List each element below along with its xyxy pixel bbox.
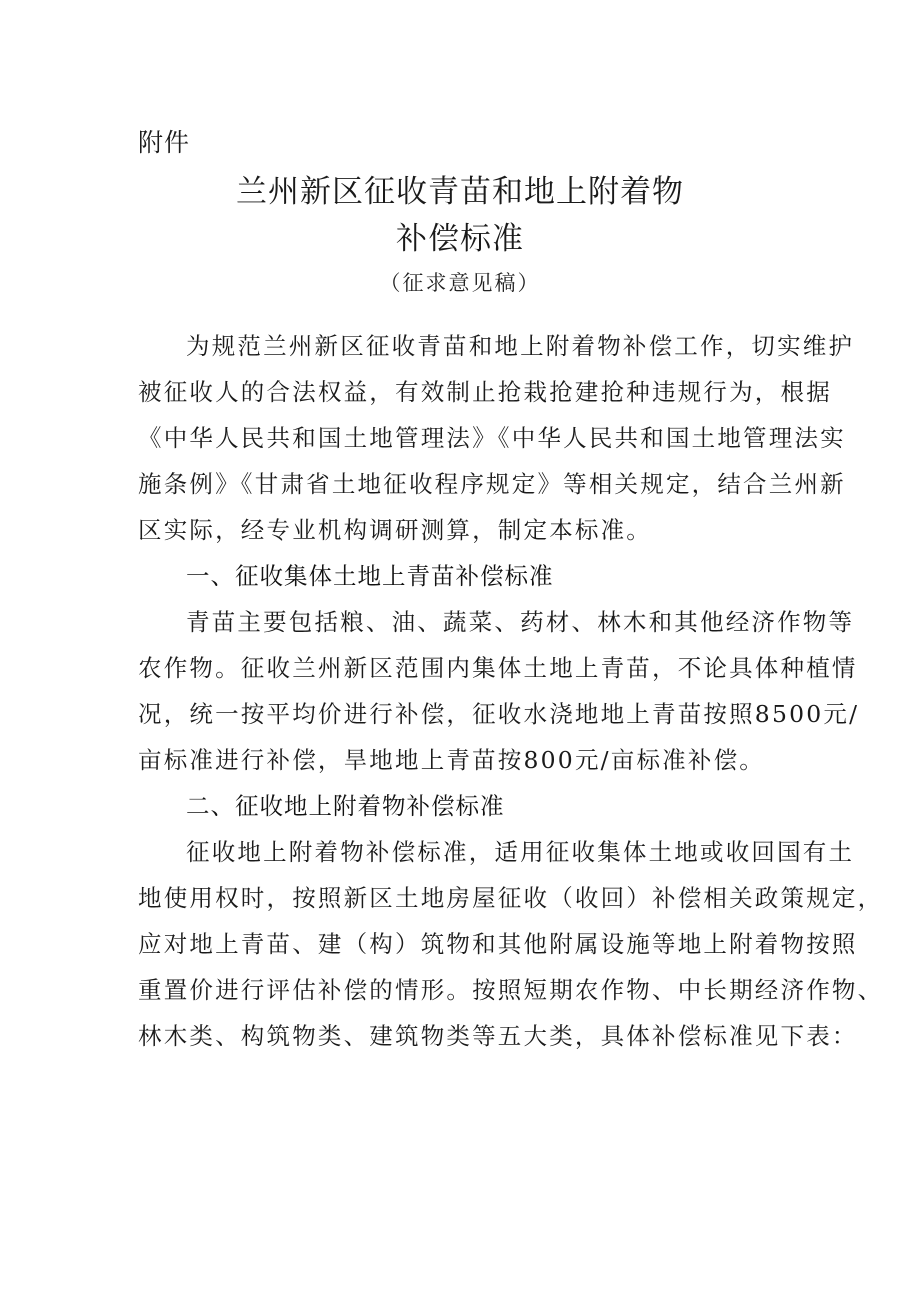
intro-line: 区实际，经专业机构调研测算，制定本标准。 bbox=[138, 516, 652, 544]
attachment-label: 附件 bbox=[138, 128, 191, 157]
section-1-line: 况，统一按平均价进行补偿，征收水浇地地上青苗按照8500元/ bbox=[138, 700, 860, 728]
section-1-line: 农作物。征收兰州新区范围内集体土地上青苗，不论具体种植情 bbox=[138, 654, 858, 682]
section-2-line: 地使用权时，按照新区土地房屋征收（收回）补偿相关政策规定， bbox=[138, 884, 884, 912]
section-1-heading: 一、征收集体土地上青苗补偿标准 bbox=[186, 562, 554, 590]
section-2-line: 应对地上青苗、建（构）筑物和其他附属设施等地上附着物按照 bbox=[138, 930, 858, 958]
section-2-line: 林木类、构筑物类、建筑物类等五大类，具体补偿标准见下表： bbox=[138, 1022, 858, 1050]
section-2-line: 征收地上附着物补偿标准，适用征收集体土地或收回国有土 bbox=[186, 838, 855, 866]
section-1-line: 青苗主要包括粮、油、蔬菜、药材、林木和其他经济作物等 bbox=[186, 608, 855, 636]
intro-line: 《中华人民共和国土地管理法》《中华人民共和国土地管理法实 bbox=[138, 424, 846, 452]
document-title-line-2: 补偿标准 bbox=[396, 221, 524, 257]
intro-line: 被征收人的合法权益，有效制止抢栽抢建抢种违规行为，根据 bbox=[138, 378, 832, 406]
section-1-line: 亩标准进行补偿，旱地地上青苗按800元/亩标准补偿。 bbox=[138, 746, 765, 774]
section-2-line: 重置价进行评估补偿的情形。按照短期农作物、中长期经济作物、 bbox=[138, 976, 884, 1004]
document-subtitle: （征求意见稿） bbox=[379, 271, 541, 295]
intro-line: 施条例》《甘肃省土地征收程序规定》等相关规定，结合兰州新 bbox=[138, 470, 846, 498]
section-2-heading: 二、征收地上附着物补偿标准 bbox=[186, 792, 505, 820]
document-title-line-1: 兰州新区征收青苗和地上附着物 bbox=[236, 174, 684, 210]
intro-line: 为规范兰州新区征收青苗和地上附着物补偿工作，切实维护 bbox=[186, 332, 855, 360]
